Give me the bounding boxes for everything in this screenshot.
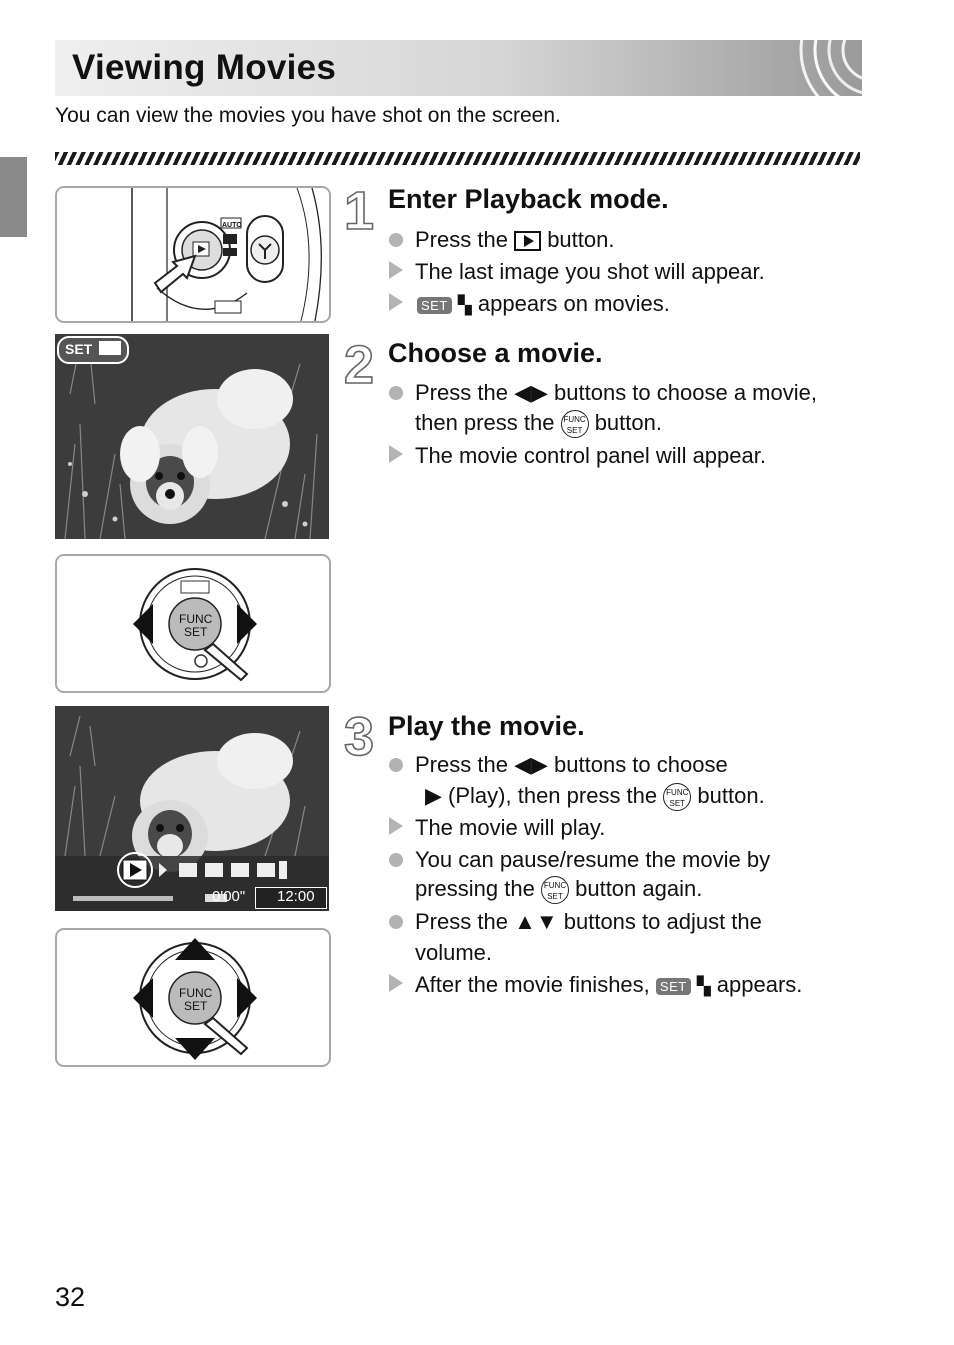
elapsed-time: 0'00": [212, 888, 246, 905]
clock-time: 12:00: [277, 888, 315, 905]
result-arrow-icon: [389, 974, 403, 992]
step-2-heading: Choose a movie.: [388, 338, 603, 368]
page-number: 32: [55, 1282, 86, 1312]
func-set-button-icon: FUNC SET: [541, 876, 569, 904]
bullet-icon: [389, 233, 403, 247]
set-badge-label: SET: [65, 341, 93, 357]
movie-control-panel-screen: [55, 706, 329, 911]
swirl-decoration: [755, 40, 862, 96]
dog-photo-screen: [55, 334, 329, 539]
auto-mode-label: AUTO: [222, 222, 242, 229]
bullet-icon: [389, 915, 403, 929]
step-3-line-8: After the movie finishes, SET ▚ appears.: [389, 972, 403, 998]
playback-button-icon: [514, 231, 541, 251]
step-1-number: 1: [344, 181, 375, 241]
left-right-arrows-icon: ◀▶: [514, 752, 548, 777]
movie-icon: [99, 341, 121, 355]
control-dial-left-right-illustration: [55, 554, 331, 693]
bullet-icon: [389, 386, 403, 400]
result-arrow-icon: [389, 445, 403, 463]
func-set-button-label: FUNC SET: [179, 612, 213, 639]
left-right-arrows-icon: ◀▶: [514, 380, 548, 405]
step-2-number: 2: [344, 335, 375, 395]
func-set-button-icon: FUNC SET: [561, 410, 589, 438]
set-chip-icon: SET: [656, 978, 691, 995]
result-arrow-icon: [389, 293, 403, 311]
section-divider: [55, 152, 860, 165]
step-1-line-1: Press the button.: [389, 227, 403, 253]
step-3-number: 3: [344, 707, 375, 767]
step-3-line-7: volume.: [415, 940, 493, 965]
step-3-heading: Play the movie.: [388, 711, 585, 741]
set-movie-badge: [57, 336, 129, 364]
step-1-line-3: SET ▚ appears on movies.: [389, 291, 403, 317]
title-bar: [55, 40, 862, 96]
chapter-tab: [0, 157, 27, 237]
set-chip-icon: SET: [417, 297, 452, 314]
result-arrow-icon: [389, 817, 403, 835]
step-1-line-2: The last image you shot will appear.: [389, 259, 403, 285]
control-dial-all-directions-illustration: [55, 928, 331, 1067]
step-3-line-1: Press the ◀▶ buttons to choose: [389, 752, 403, 778]
step-3-line-5: pressing the FUNC SET button again.: [415, 876, 702, 904]
up-down-arrows-icon: ▲▼: [514, 909, 558, 934]
bullet-icon: [389, 853, 403, 867]
play-icon: ▶: [425, 783, 442, 808]
step-3-line-3: The movie will play.: [389, 815, 403, 841]
result-arrow-icon: [389, 261, 403, 279]
camera-playback-illustration: [55, 186, 331, 323]
step-3-line-6: Press the ▲▼ buttons to adjust the: [389, 909, 403, 935]
dog-photo-with-controls: [55, 706, 329, 911]
step-1-heading: Enter Playback mode.: [388, 184, 669, 214]
dog-photo: [55, 334, 329, 539]
intro-text: You can view the movies you have shot on the screen.: [55, 104, 561, 127]
movie-icon: ▚: [457, 295, 472, 315]
bullet-icon: [389, 758, 403, 772]
step-3-line-4: You can pause/resume the movie by: [389, 847, 403, 873]
step-2-line-2: then press the FUNC SET button.: [415, 410, 662, 438]
camera-back-drawing: [57, 188, 329, 321]
func-set-button-icon: FUNC SET: [663, 783, 691, 811]
movie-icon: ▚: [696, 976, 711, 996]
step-2-line-1: Press the ◀▶ buttons to choose a movie,: [389, 380, 403, 406]
step-2-line-3: The movie control panel will appear.: [389, 443, 403, 469]
step-3-line-2: ▶ (Play), then press the FUNC SET button.: [425, 783, 765, 811]
func-set-button-label-2: FUNC SET: [179, 986, 213, 1013]
page-title: Viewing Movies: [72, 48, 337, 87]
